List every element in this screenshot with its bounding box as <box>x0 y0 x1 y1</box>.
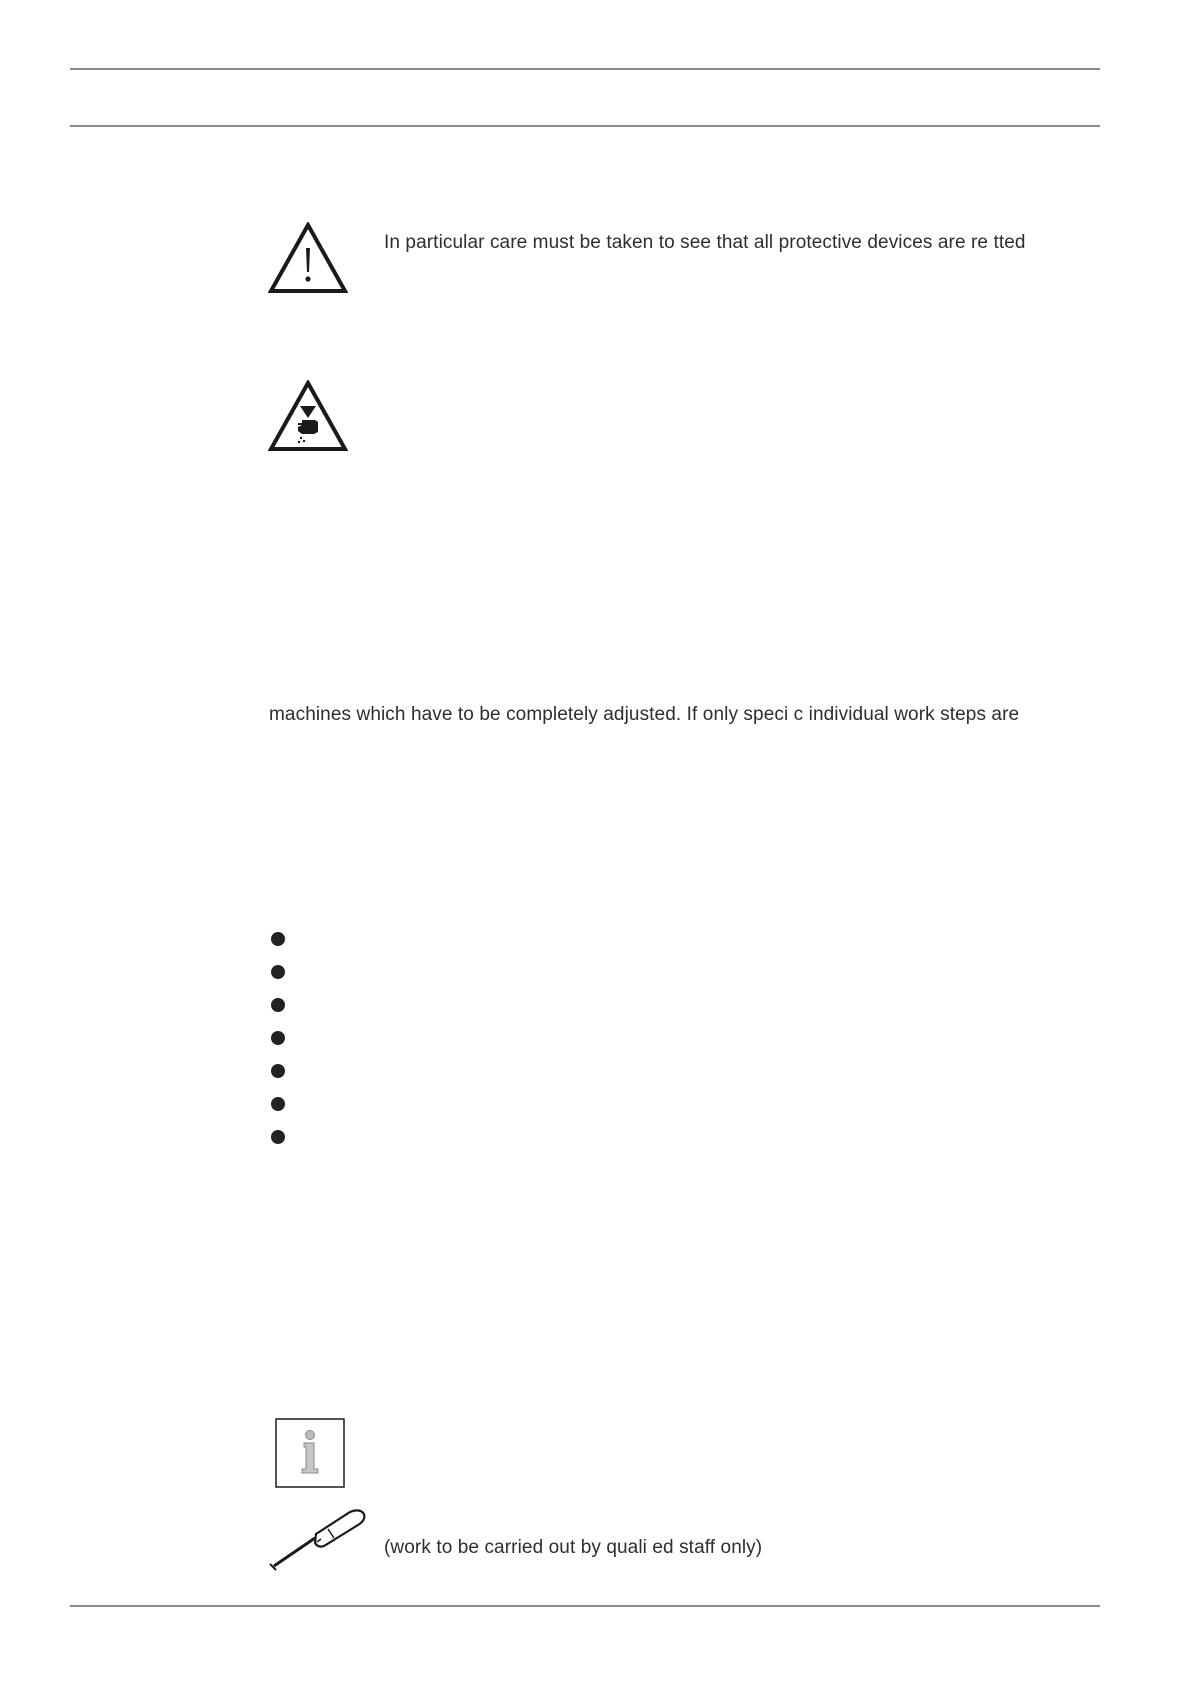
bullet-marker <box>271 965 285 979</box>
screwdriver-icon <box>268 1508 368 1577</box>
info-icon <box>275 1418 345 1493</box>
bullet-marker <box>271 1031 285 1045</box>
bullet-marker <box>271 1097 285 1111</box>
bullet-marker <box>271 932 285 946</box>
header-rule-bottom <box>70 125 1100 127</box>
bullet-marker <box>271 1130 285 1144</box>
bullet-marker <box>271 1064 285 1078</box>
warning-text: In particular care must be taken to see that all protective devices are re tted <box>384 232 1026 253</box>
hand-injury-warning-icon <box>268 380 348 457</box>
header-rule-top <box>70 68 1100 70</box>
warning-triangle-icon <box>268 222 348 299</box>
footer-rule <box>70 1605 1100 1607</box>
bullet-marker <box>271 998 285 1012</box>
machines-text: machines which have to be completely adjusted. If only speci c individual work steps are <box>269 704 1020 725</box>
tool-text: (work to be carried out by quali ed staff only) <box>384 1537 763 1558</box>
